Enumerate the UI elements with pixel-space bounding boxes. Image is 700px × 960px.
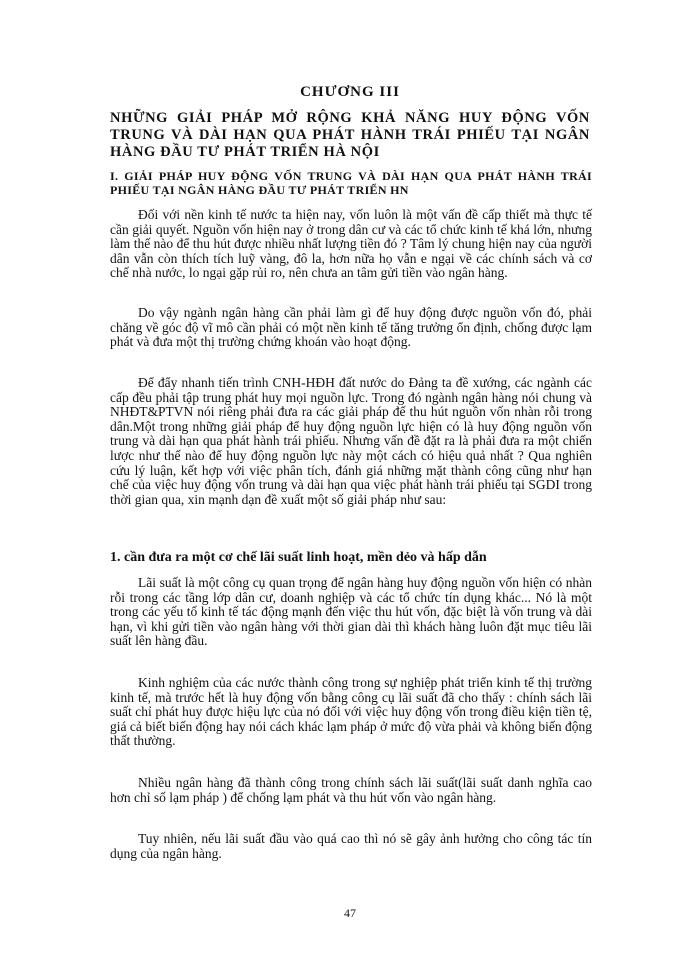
chapter-heading: CHƯƠNG III xyxy=(300,84,400,100)
paragraph-5: Kinh nghiệm của các nước thành công trong sự nghiệp phát triển kinh tế thị trường kinh tế, mà trước hết là huy động vốn bằng công cụ lãi suất đã cho thấy : chính sách lãi suất chỉ phát huy được hiệu lực của nó đối với việc huy động vốn trong điều kiện tiền tệ, giá cả biết biến động hay nói cách khác lạm pháp ở mức độ vừa phải và không biến động thất thường. xyxy=(110,675,592,749)
paragraph-7: Tuy nhiên, nếu lãi suất đầu vào quá cao thì nó sẽ gây ảnh hưởng cho công tác tín dụng của ngân hàng. xyxy=(110,831,592,861)
page-number: 47 xyxy=(344,906,356,920)
paragraph-3: Để đẩy nhanh tiến trình CNH-HĐH đất nước do Đảng ta đề xướng, các ngành các cấp đều phải tập trung phát huy mọi nguồn lực. Trong đó ngành ngân hàng nói chung và NHĐT&PTVN nói riêng phải đưa ra các giải pháp để thu hút nguồn vốn nhàn rỗi trong dân.Một trong những giải pháp để huy động nguồn lực hiện có là huy động nguồn vốn trung và dài hạn qua phát hành trái phiếu. Nhưng vấn đề đặt ra là phải đưa ra một chiến lược như thế nào để huy động nguồn lực này một cách có hiệu quả nhất ? Qua nghiên cứu lý luận, kết hợp với việc phân tích, đánh giá những mặt thành công cũng như hạn chế của việc huy động vốn trung và dài hạn qua việc phát hành trái phiếu tại SGDI trong thời gian qua, xin mạnh dạn đề xuất một số giải pháp như sau: xyxy=(110,375,592,507)
chapter-title: NHỮNG GIẢI PHÁP MỞ RỘNG KHẢ NĂNG HUY ĐỘNG VỐN TRUNG VÀ DÀI HẠN QUA PHÁT HÀNH TRÁI PHIẾU TẠI NGÂN HÀNG ĐẦU TƯ PHÁT TRIỂN HÀ NỘI xyxy=(110,110,590,160)
paragraph-6: Nhiều ngân hàng đã thành công trong chính sách lãi suất(lãi suất danh nghĩa cao hơn chỉ số lạm pháp ) để chống lạm phát và thu hút vốn vào ngân hàng. xyxy=(110,775,592,805)
paragraph-2: Do vậy ngành ngân hàng cần phải làm gì để huy động được nguồn vốn đó, phải chăng về góc độ vĩ mô cần phải có một nền kinh tế tăng trưởng ổn định, chống được lạm phát và đưa một thị trường chứng khoán vào hoạt động. xyxy=(110,305,592,350)
subsection-heading: 1. cần đưa ra một cơ chế lãi suất linh hoạt, mền dẻo và hấp dẫn xyxy=(110,550,487,565)
section-title: I. GIẢI PHÁP HUY ĐỘNG VỐN TRUNG VÀ DÀI HẠN QUA PHÁT HÀNH TRÁI PHIẾU TẠI NGÂN HÀNG ĐẦU TƯ PHÁT TRIỂN HN xyxy=(110,169,592,197)
paragraph-4: Lãi suất là một công cụ quan trọng để ngân hàng huy động nguồn vốn hiện có nhàn rỗi trong các tầng lớp dân cư, doanh nghiệp và các tổ chức tín dụng khác... Nó là một trong các yếu tố kinh tế tác động mạnh đến việc thu hút vốn, đặc biệt là vốn trung và dài hạn, vì khi gửi tiền vào ngân hàng với thời gian dài thì khách hàng luôn đặt mục tiêu lãi suất lên hàng đầu. xyxy=(110,575,592,649)
paragraph-1: Đối với nền kinh tế nước ta hiện nay, vốn luôn là một vấn đề cấp thiết mà thực tế cần giải quyết. Nguồn vốn hiện nay ở trong dân cư và các tổ chức kinh tế khá lớn, nhưng làm thế nào để thu hút được nhiều nhất lượng tiền đó ? Tâm lý chung hiện nay của người dân vẫn còn thích tích luỹ vàng, đô la, hơn nữa họ vẫn e ngại về các chính sách và cơ chế nhà nước, lo ngại gặp rủi ro, nên chưa an tâm gửi tiền vào ngân hàng. xyxy=(110,207,592,281)
